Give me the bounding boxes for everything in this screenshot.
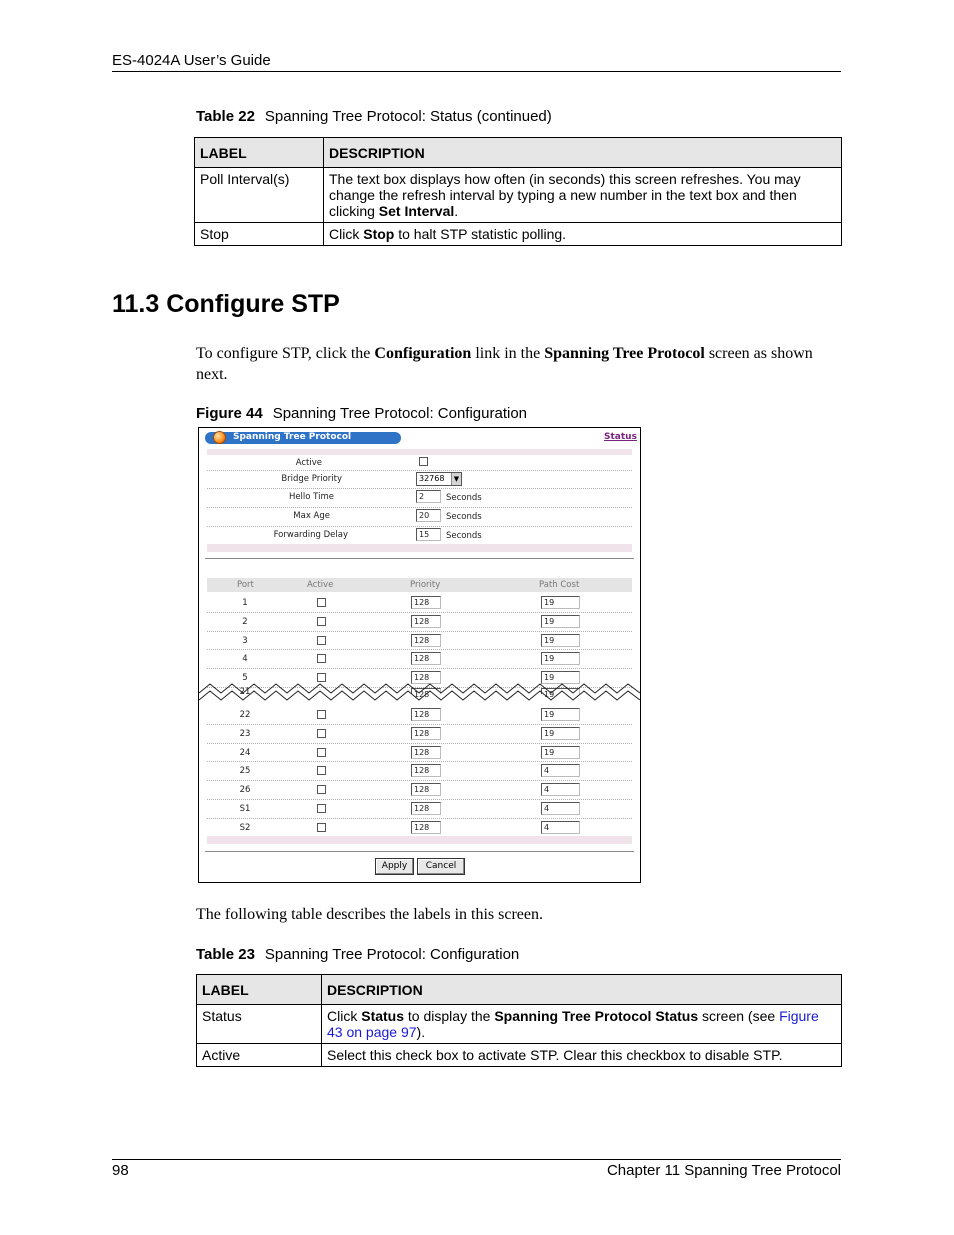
port-number: 5 [242,673,248,684]
intro-bold: Spanning Tree Protocol [544,345,705,362]
max-age-input[interactable]: 20 [416,509,441,522]
intro-bold: Configuration [374,345,472,362]
desc-bold: Spanning Tree Protocol Status [494,1008,699,1024]
running-header: ES-4024A User’s Guide [112,52,271,69]
desc-bold: Status [361,1008,405,1024]
port-table-header [207,578,632,592]
port-active-checkbox[interactable] [317,710,326,719]
max-age-unit: Seconds [446,512,482,522]
table22-header-desc: DESCRIPTION [324,138,842,168]
settings-bottom-bar [207,544,632,552]
table22 [194,137,842,246]
path-cost-input[interactable]: 19 [541,746,580,759]
row-description: Select this check box to activate STP. Clear this checkbox to disable STP. [322,1044,842,1067]
figure44-number: Figure 44 [196,405,263,422]
port-number: 23 [239,728,251,739]
table-row [207,631,632,651]
row-label: Poll Interval(s) [195,168,324,223]
path-cost-input[interactable]: 4 [541,783,580,796]
path-cost-input[interactable]: 19 [541,615,580,628]
port-number: S1 [239,804,251,814]
port-number: 26 [239,785,251,796]
hello-time-unit: Seconds [446,493,482,503]
port-active-checkbox[interactable] [317,785,326,794]
bridge-priority-select[interactable] [416,472,462,486]
figure44-caption [196,405,527,422]
port-active-checkbox[interactable] [317,804,326,813]
priority-input[interactable]: 128 [411,615,441,628]
priority-input[interactable]: 128 [411,783,441,796]
figure43-link[interactable]: Figure 43 on page 97 [327,1008,819,1040]
hello-time-label: Hello Time [288,492,334,502]
path-cost-input[interactable]: 4 [541,802,580,815]
intro-paragraph [196,343,826,385]
path-cost-input[interactable]: 19 [541,671,580,684]
screen-title: Spanning Tree Protocol [233,432,352,442]
priority-input[interactable]: 128 [411,764,441,777]
table22-title: Spanning Tree Protocol: Status (continued) [264,108,552,125]
active-label: Active [295,458,322,468]
orb-icon [213,431,226,444]
table-row [195,223,842,246]
port-active-checkbox[interactable] [317,823,326,832]
port-number: 22 [239,710,251,720]
stp-active-checkbox[interactable] [419,457,428,466]
port-active-checkbox[interactable] [317,617,326,626]
path-cost-input[interactable]: 19 [541,727,580,740]
port-active-checkbox[interactable] [317,729,326,738]
table23-caption [196,946,519,963]
path-cost-input[interactable]: 19 [541,652,580,665]
table23-title: Spanning Tree Protocol: Configuration [264,946,520,963]
buttons-divider [205,851,634,852]
col-port: Port [237,580,254,590]
desc-bold: Set Interval [378,203,455,219]
priority-input[interactable]: 128 [411,671,441,684]
table-row [207,705,632,725]
table-bottom-bar [207,836,632,844]
priority-input[interactable]: 128 [411,596,441,609]
path-cost-input[interactable]: 19 [541,596,580,609]
port-number: 21 [239,687,251,697]
table-row [207,761,632,781]
apply-button[interactable]: Apply [375,858,414,875]
port-number: 4 [242,654,248,665]
priority-input[interactable]: 128 [411,802,441,815]
priority-input[interactable]: 128 [411,688,441,694]
col-priority: Priority [410,580,441,590]
intro-text: screen as shown next. [196,345,813,383]
table-break-zigzag [199,676,640,702]
row-description [324,223,842,246]
page-number: 98 [112,1162,129,1179]
desc-text: to display the [404,1008,495,1024]
table-row [207,743,632,763]
port-number: 1 [242,598,248,608]
desc-text: . [454,203,459,219]
table-row [207,780,632,800]
chapter-title: Chapter 11 Spanning Tree Protocol [606,1162,841,1179]
path-cost-input[interactable]: 19 [541,708,580,721]
port-active-checkbox[interactable] [317,654,326,663]
port-number: 3 [242,635,248,646]
section-heading: 11.3 Configure STP [112,290,340,318]
table-row [207,649,632,669]
desc-text: to halt STP statistic polling. [394,226,567,242]
table22-caption [196,108,552,125]
forwarding-delay-row [207,526,632,545]
figure44-screenshot [198,427,641,883]
bridge-priority-value: 32768 [419,474,445,483]
desc-text: screen (see [698,1008,780,1024]
forwarding-delay-unit: Seconds [446,531,482,541]
port-active-checkbox[interactable] [317,598,326,607]
max-age-row [207,507,632,527]
forwarding-delay-input[interactable]: 15 [416,528,441,541]
table-row [207,724,632,744]
chevron-down-icon: ▼ [451,473,461,485]
hello-time-row [207,488,632,508]
port-number: 2 [242,616,248,627]
hello-time-input[interactable]: 2 [416,490,441,503]
table22-header-label: LABEL [195,138,324,168]
bridge-priority-label: Bridge Priority [281,474,342,484]
priority-input[interactable]: 128 [411,652,441,665]
port-number: 25 [239,766,251,777]
priority-input[interactable]: 128 [411,708,441,721]
path-cost-input[interactable]: 4 [541,764,580,777]
section-divider [205,558,634,559]
status-link[interactable]: Status [604,432,637,442]
table-row [207,818,632,838]
table23-number: Table 23 [196,946,255,963]
header-rule [112,71,841,72]
figure44-title: Spanning Tree Protocol: Configuration [272,405,528,422]
desc-text: Click [329,226,364,242]
desc-text: Click [327,1008,362,1024]
intro-text: To configure STP, click the [196,345,375,362]
table-row [197,1005,842,1044]
path-cost-input[interactable]: 4 [541,821,580,834]
table23-header-label: LABEL [197,975,322,1005]
priority-input[interactable]: 128 [411,634,441,647]
row-label: Stop [195,223,324,246]
col-path-cost: Path Cost [539,580,580,590]
footer-rule [112,1159,841,1160]
table23-header-desc: DESCRIPTION [322,975,842,1005]
path-cost-input[interactable]: 19 [541,634,580,647]
intro-text: link in the [471,345,545,362]
table22-number: Table 22 [196,108,255,125]
row-label: Status [197,1005,322,1044]
port-active-checkbox[interactable] [317,766,326,775]
table-row [207,593,632,613]
port-number: 24 [239,747,251,758]
row-description [324,168,842,223]
priority-input[interactable]: 128 [411,821,441,834]
desc-text: The text box displays how often (in seconds) this screen refreshes. You may change the refresh interval by typing a new number in the text box and then clicking [329,171,801,219]
row-description [322,1005,842,1044]
cancel-button[interactable]: Cancel [417,858,465,875]
after-figure-text: The following table describes the labels in this screen. [196,906,544,923]
priority-input[interactable]: 128 [411,746,441,759]
desc-text: ). [416,1024,426,1040]
port-number: S2 [239,822,251,833]
port-active-checkbox[interactable] [317,748,326,757]
table23 [196,974,842,1067]
active-row [207,455,632,471]
col-active: Active [307,580,334,590]
priority-input[interactable]: 128 [411,727,441,740]
table-row [197,1044,842,1067]
bridge-priority-row [207,470,632,489]
row-label: Active [197,1044,322,1067]
table-row [207,799,632,819]
table-row [195,168,842,223]
port-active-checkbox[interactable] [317,636,326,645]
desc-bold: Stop [363,226,395,242]
table-row [207,612,632,632]
max-age-label: Max Age [293,511,330,521]
path-cost-input[interactable]: 19 [541,688,580,694]
forwarding-delay-label: Forwarding Delay [273,530,348,540]
